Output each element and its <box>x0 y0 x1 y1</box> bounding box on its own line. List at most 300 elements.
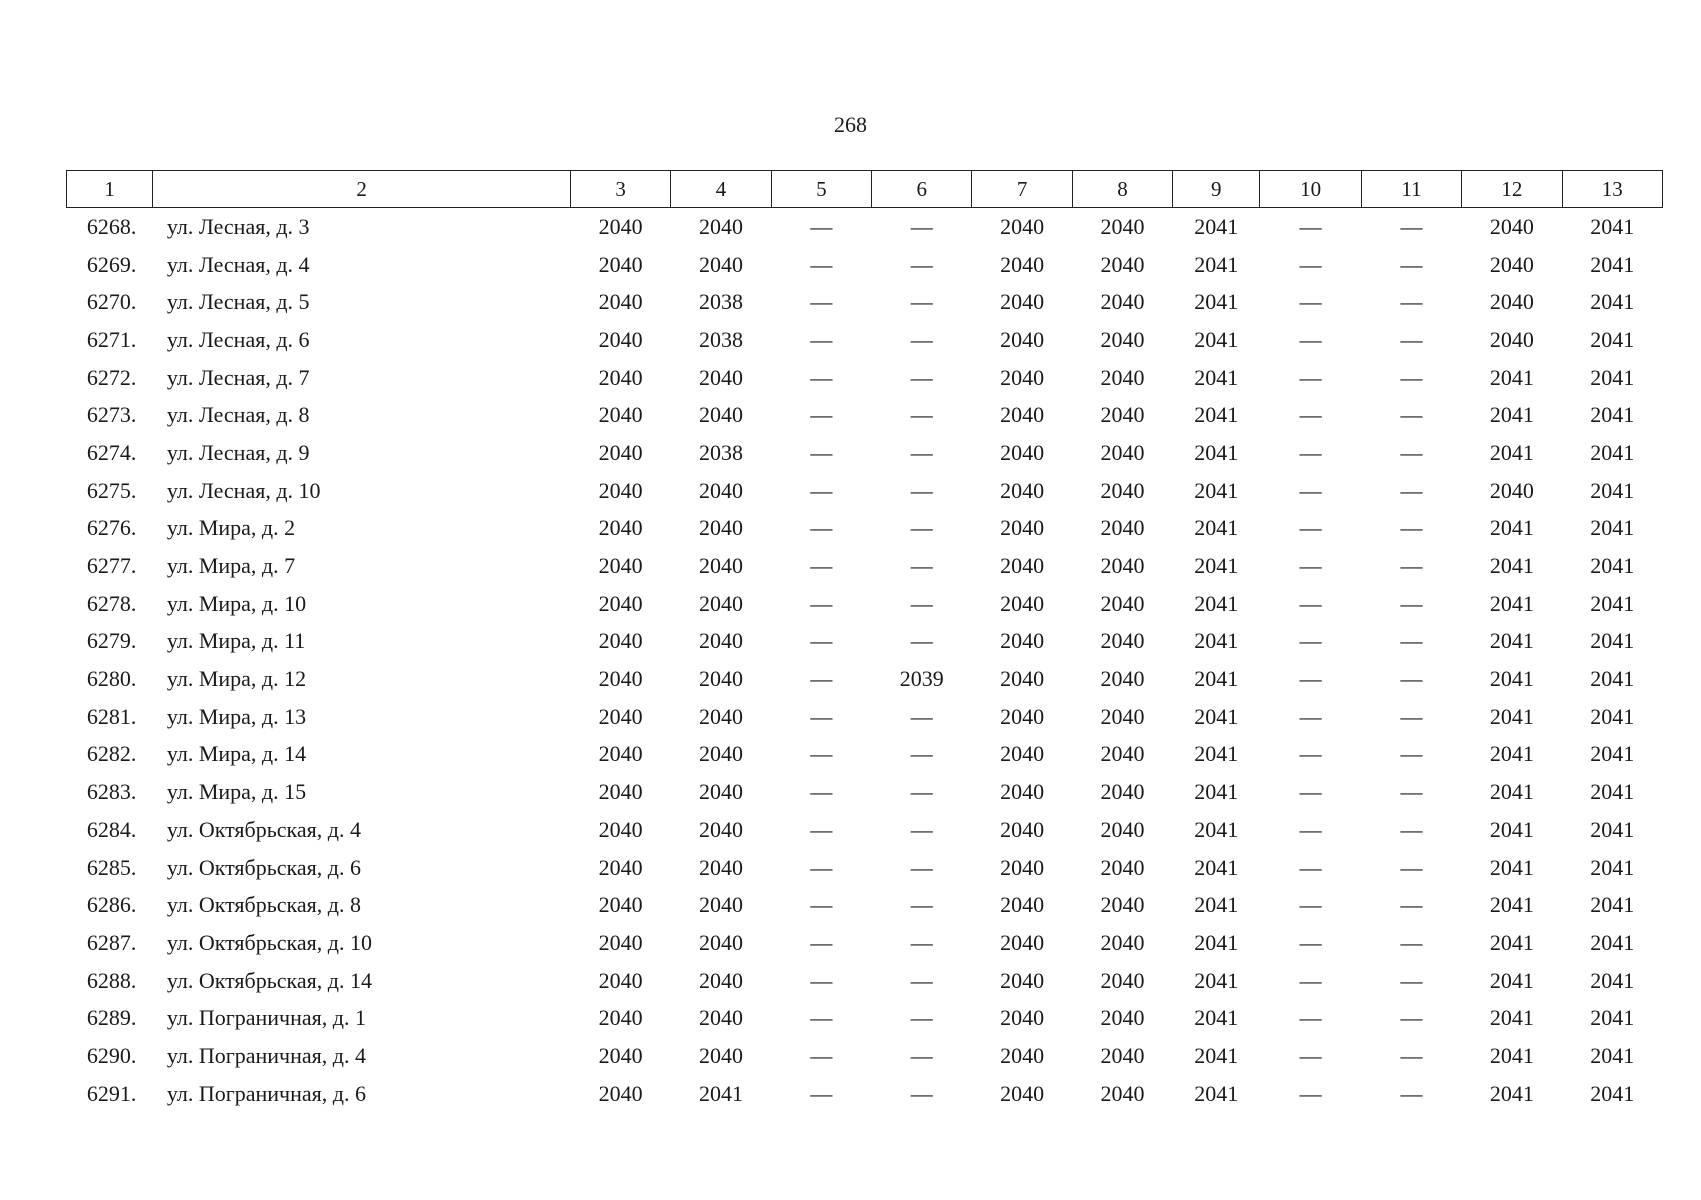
year-cell-col-5: — <box>810 515 833 541</box>
year-cell-col-3: 2040 <box>598 364 643 390</box>
year-cell-col-7: 2040 <box>1000 967 1045 993</box>
year-cell-col-10: — <box>1299 515 1322 541</box>
year-cell-col-3: 2040 <box>598 553 643 579</box>
row-number-cell: 6289. <box>86 1005 137 1031</box>
table-row <box>67 924 1663 962</box>
year-cell-col-5: — <box>810 439 833 465</box>
header-col-2: 2 <box>153 171 571 208</box>
address-cell: ул. Пограничная, д. 6 <box>166 1080 366 1106</box>
year-cell-col-8: 2040 <box>1100 741 1145 767</box>
year-cell-col-11: — <box>1400 477 1423 503</box>
year-cell-col-12: 2041 <box>1489 439 1534 465</box>
year-cell-col-9: 2041 <box>1194 854 1239 880</box>
year-cell-col-12: 2041 <box>1489 1005 1534 1031</box>
year-cell-col-7: 2040 <box>1000 402 1045 428</box>
address-cell: ул. Пограничная, д. 4 <box>166 1042 366 1068</box>
year-cell-col-6: — <box>910 590 933 616</box>
year-cell-col-9: 2041 <box>1194 703 1239 729</box>
year-cell-col-13: 2041 <box>1590 213 1635 239</box>
data-table <box>66 170 1663 1113</box>
year-cell-col-10: — <box>1299 854 1322 880</box>
year-cell-col-3: 2040 <box>598 628 643 654</box>
year-cell-col-6: — <box>910 854 933 880</box>
year-cell-col-8: 2040 <box>1100 251 1145 277</box>
year-cell-col-6: — <box>910 967 933 993</box>
year-cell-col-13: 2041 <box>1590 1005 1635 1031</box>
header-col-7: 7 <box>972 171 1072 208</box>
year-cell-col-5: — <box>810 326 833 352</box>
table-row <box>67 321 1663 359</box>
year-cell-col-3: 2040 <box>598 892 643 918</box>
year-cell-col-10: — <box>1299 1005 1322 1031</box>
table-row <box>67 811 1663 849</box>
year-cell-col-10: — <box>1299 816 1322 842</box>
table-row <box>67 623 1663 661</box>
header-col-10: 10 <box>1260 171 1361 208</box>
year-cell-col-5: — <box>810 741 833 767</box>
header-col-11: 11 <box>1361 171 1461 208</box>
row-number-cell: 6268. <box>86 213 137 239</box>
year-cell-col-11: — <box>1400 892 1423 918</box>
year-cell-col-12: 2041 <box>1489 1080 1534 1106</box>
year-cell-col-7: 2040 <box>1000 892 1045 918</box>
row-number-cell: 6288. <box>86 967 137 993</box>
year-cell-col-5: — <box>810 289 833 315</box>
address-cell: ул. Октябрьская, д. 6 <box>166 854 361 880</box>
year-cell-col-8: 2040 <box>1100 666 1145 692</box>
row-number-cell: 6272. <box>86 364 137 390</box>
year-cell-col-3: 2040 <box>598 402 643 428</box>
year-cell-col-10: — <box>1299 779 1322 805</box>
year-cell-col-12: 2041 <box>1489 515 1534 541</box>
year-cell-col-6: — <box>910 289 933 315</box>
year-cell-col-8: 2040 <box>1100 703 1145 729</box>
year-cell-col-4: 2040 <box>698 477 743 503</box>
header-col-13: 13 <box>1562 171 1662 208</box>
year-cell-col-6: — <box>910 779 933 805</box>
year-cell-col-4: 2040 <box>698 929 743 955</box>
year-cell-col-3: 2040 <box>598 439 643 465</box>
year-cell-col-5: — <box>810 251 833 277</box>
year-cell-col-13: 2041 <box>1590 703 1635 729</box>
year-cell-col-3: 2040 <box>598 816 643 842</box>
year-cell-col-4: 2040 <box>698 703 743 729</box>
year-cell-col-9: 2041 <box>1194 1042 1239 1068</box>
year-cell-col-7: 2040 <box>1000 816 1045 842</box>
year-cell-col-4: 2040 <box>698 816 743 842</box>
year-cell-col-13: 2041 <box>1590 666 1635 692</box>
year-cell-col-11: — <box>1400 439 1423 465</box>
year-cell-col-7: 2040 <box>1000 553 1045 579</box>
year-cell-col-8: 2040 <box>1100 213 1145 239</box>
year-cell-col-8: 2040 <box>1100 515 1145 541</box>
year-cell-col-7: 2040 <box>1000 289 1045 315</box>
table-header <box>67 171 1663 208</box>
year-cell-col-6: — <box>910 1042 933 1068</box>
year-cell-col-12: 2041 <box>1489 1042 1534 1068</box>
year-cell-col-8: 2040 <box>1100 816 1145 842</box>
year-cell-col-9: 2041 <box>1194 628 1239 654</box>
table-row <box>67 1075 1663 1113</box>
row-number-cell: 6282. <box>86 741 137 767</box>
row-number-cell: 6281. <box>86 703 137 729</box>
address-cell: ул. Лесная, д. 6 <box>166 326 310 352</box>
year-cell-col-6: 2039 <box>899 666 944 692</box>
table-row <box>67 698 1663 736</box>
year-cell-col-13: 2041 <box>1590 251 1635 277</box>
year-cell-col-3: 2040 <box>598 251 643 277</box>
year-cell-col-9: 2041 <box>1194 1005 1239 1031</box>
year-cell-col-13: 2041 <box>1590 929 1635 955</box>
year-cell-col-4: 2040 <box>698 364 743 390</box>
year-cell-col-6: — <box>910 816 933 842</box>
year-cell-col-10: — <box>1299 892 1322 918</box>
address-cell: ул. Мира, д. 13 <box>166 703 307 729</box>
year-cell-col-11: — <box>1400 779 1423 805</box>
year-cell-col-6: — <box>910 251 933 277</box>
header-col-3: 3 <box>570 171 670 208</box>
row-number-cell: 6270. <box>86 289 137 315</box>
year-cell-col-9: 2041 <box>1194 326 1239 352</box>
year-cell-col-5: — <box>810 1005 833 1031</box>
year-cell-col-7: 2040 <box>1000 741 1045 767</box>
year-cell-col-9: 2041 <box>1194 289 1239 315</box>
year-cell-col-12: 2041 <box>1489 364 1534 390</box>
table-row <box>67 510 1663 548</box>
year-cell-col-8: 2040 <box>1100 854 1145 880</box>
year-cell-col-6: — <box>910 628 933 654</box>
year-cell-col-13: 2041 <box>1590 590 1635 616</box>
year-cell-col-5: — <box>810 477 833 503</box>
year-cell-col-8: 2040 <box>1100 892 1145 918</box>
year-cell-col-4: 2040 <box>698 628 743 654</box>
year-cell-col-3: 2040 <box>598 779 643 805</box>
page-number: 268 <box>834 112 867 137</box>
row-number-cell: 6284. <box>86 816 137 842</box>
year-cell-col-3: 2040 <box>598 1080 643 1106</box>
year-cell-col-12: 2040 <box>1489 289 1534 315</box>
year-cell-col-13: 2041 <box>1590 779 1635 805</box>
year-cell-col-5: — <box>810 854 833 880</box>
year-cell-col-7: 2040 <box>1000 251 1045 277</box>
row-number-cell: 6278. <box>86 590 137 616</box>
year-cell-col-4: 2040 <box>698 779 743 805</box>
year-cell-col-8: 2040 <box>1100 929 1145 955</box>
year-cell-col-6: — <box>910 892 933 918</box>
year-cell-col-3: 2040 <box>598 741 643 767</box>
address-cell: ул. Мира, д. 7 <box>166 553 296 579</box>
year-cell-col-3: 2040 <box>598 590 643 616</box>
year-cell-col-11: — <box>1400 666 1423 692</box>
year-cell-col-13: 2041 <box>1590 553 1635 579</box>
year-cell-col-8: 2040 <box>1100 326 1145 352</box>
year-cell-col-12: 2041 <box>1489 628 1534 654</box>
year-cell-col-10: — <box>1299 703 1322 729</box>
year-cell-col-3: 2040 <box>598 326 643 352</box>
year-cell-col-7: 2040 <box>1000 666 1045 692</box>
year-cell-col-4: 2040 <box>698 515 743 541</box>
year-cell-col-3: 2040 <box>598 854 643 880</box>
address-cell: ул. Октябрьская, д. 14 <box>166 967 372 993</box>
year-cell-col-7: 2040 <box>1000 779 1045 805</box>
year-cell-col-6: — <box>910 741 933 767</box>
year-cell-col-12: 2040 <box>1489 251 1534 277</box>
year-cell-col-3: 2040 <box>598 289 643 315</box>
address-cell: ул. Лесная, д. 9 <box>166 439 310 465</box>
table-row <box>67 660 1663 698</box>
year-cell-col-5: — <box>810 590 833 616</box>
year-cell-col-3: 2040 <box>598 477 643 503</box>
year-cell-col-13: 2041 <box>1590 477 1635 503</box>
year-cell-col-10: — <box>1299 666 1322 692</box>
address-cell: ул. Мира, д. 11 <box>166 628 306 654</box>
year-cell-col-4: 2040 <box>698 892 743 918</box>
year-cell-col-11: — <box>1400 703 1423 729</box>
row-number-cell: 6286. <box>86 892 137 918</box>
year-cell-col-4: 2040 <box>698 213 743 239</box>
year-cell-col-5: — <box>810 213 833 239</box>
year-cell-col-4: 2040 <box>698 590 743 616</box>
year-cell-col-10: — <box>1299 628 1322 654</box>
year-cell-col-11: — <box>1400 364 1423 390</box>
year-cell-col-3: 2040 <box>598 213 643 239</box>
table-row <box>67 283 1663 321</box>
row-number-cell: 6287. <box>86 929 137 955</box>
year-cell-col-8: 2040 <box>1100 1042 1145 1068</box>
header-row <box>67 171 1663 208</box>
year-cell-col-8: 2040 <box>1100 477 1145 503</box>
year-cell-col-7: 2040 <box>1000 1042 1045 1068</box>
address-cell: ул. Лесная, д. 3 <box>166 213 310 239</box>
address-cell: ул. Лесная, д. 4 <box>166 251 310 277</box>
year-cell-col-3: 2040 <box>598 666 643 692</box>
year-cell-col-13: 2041 <box>1590 1080 1635 1106</box>
year-cell-col-9: 2041 <box>1194 590 1239 616</box>
year-cell-col-4: 2040 <box>698 251 743 277</box>
header-col-6: 6 <box>872 171 972 208</box>
year-cell-col-7: 2040 <box>1000 929 1045 955</box>
year-cell-col-9: 2041 <box>1194 1080 1239 1106</box>
address-cell: ул. Лесная, д. 10 <box>166 477 321 503</box>
header-col-12: 12 <box>1462 171 1562 208</box>
year-cell-col-8: 2040 <box>1100 364 1145 390</box>
year-cell-col-7: 2040 <box>1000 213 1045 239</box>
year-cell-col-9: 2041 <box>1194 779 1239 805</box>
year-cell-col-7: 2040 <box>1000 1005 1045 1031</box>
year-cell-col-11: — <box>1400 854 1423 880</box>
year-cell-col-10: — <box>1299 1080 1322 1106</box>
year-cell-col-6: — <box>910 364 933 390</box>
year-cell-col-10: — <box>1299 364 1322 390</box>
row-number-cell: 6271. <box>86 326 137 352</box>
table-row <box>67 246 1663 284</box>
table-row <box>67 472 1663 510</box>
address-cell: ул. Мира, д. 10 <box>166 590 307 616</box>
year-cell-col-3: 2040 <box>598 929 643 955</box>
year-cell-col-5: — <box>810 892 833 918</box>
address-cell: ул. Лесная, д. 8 <box>166 402 310 428</box>
year-cell-col-5: — <box>810 929 833 955</box>
row-number-cell: 6290. <box>86 1042 137 1068</box>
year-cell-col-4: 2040 <box>698 402 743 428</box>
year-cell-col-12: 2041 <box>1489 402 1534 428</box>
year-cell-col-4: 2038 <box>698 439 743 465</box>
year-cell-col-11: — <box>1400 628 1423 654</box>
year-cell-col-6: — <box>910 326 933 352</box>
row-number-cell: 6273. <box>86 402 137 428</box>
year-cell-col-7: 2040 <box>1000 590 1045 616</box>
year-cell-col-5: — <box>810 816 833 842</box>
year-cell-col-10: — <box>1299 251 1322 277</box>
year-cell-col-12: 2040 <box>1489 213 1534 239</box>
table-row <box>67 773 1663 811</box>
header-col-5: 5 <box>771 171 871 208</box>
year-cell-col-5: — <box>810 703 833 729</box>
year-cell-col-9: 2041 <box>1194 515 1239 541</box>
year-cell-col-12: 2041 <box>1489 553 1534 579</box>
year-cell-col-10: — <box>1299 439 1322 465</box>
row-number-cell: 6269. <box>86 251 137 277</box>
year-cell-col-9: 2041 <box>1194 251 1239 277</box>
year-cell-col-8: 2040 <box>1100 553 1145 579</box>
row-number-cell: 6279. <box>86 628 137 654</box>
row-number-cell: 6275. <box>86 477 137 503</box>
year-cell-col-10: — <box>1299 929 1322 955</box>
year-cell-col-3: 2040 <box>598 703 643 729</box>
year-cell-col-9: 2041 <box>1194 402 1239 428</box>
address-cell: ул. Мира, д. 12 <box>166 666 307 692</box>
year-cell-col-13: 2041 <box>1590 402 1635 428</box>
year-cell-col-8: 2040 <box>1100 402 1145 428</box>
year-cell-col-8: 2040 <box>1100 967 1145 993</box>
year-cell-col-6: — <box>910 477 933 503</box>
address-cell: ул. Мира, д. 2 <box>166 515 296 541</box>
table-row <box>67 999 1663 1037</box>
year-cell-col-11: — <box>1400 1080 1423 1106</box>
year-cell-col-11: — <box>1400 251 1423 277</box>
address-cell: ул. Октябрьская, д. 4 <box>166 816 361 842</box>
year-cell-col-9: 2041 <box>1194 967 1239 993</box>
year-cell-col-8: 2040 <box>1100 779 1145 805</box>
year-cell-col-5: — <box>810 1080 833 1106</box>
year-cell-col-9: 2041 <box>1194 666 1239 692</box>
year-cell-col-9: 2041 <box>1194 816 1239 842</box>
header-col-4: 4 <box>671 171 771 208</box>
year-cell-col-9: 2041 <box>1194 929 1239 955</box>
year-cell-col-13: 2041 <box>1590 892 1635 918</box>
year-cell-col-10: — <box>1299 402 1322 428</box>
table-row <box>67 1037 1663 1075</box>
year-cell-col-6: — <box>910 703 933 729</box>
year-cell-col-6: — <box>910 402 933 428</box>
year-cell-col-13: 2041 <box>1590 628 1635 654</box>
year-cell-col-12: 2041 <box>1489 703 1534 729</box>
table-row <box>67 359 1663 397</box>
year-cell-col-10: — <box>1299 590 1322 616</box>
year-cell-col-6: — <box>910 1080 933 1106</box>
year-cell-col-11: — <box>1400 929 1423 955</box>
year-cell-col-11: — <box>1400 213 1423 239</box>
year-cell-col-4: 2040 <box>698 967 743 993</box>
table-row <box>67 396 1663 434</box>
year-cell-col-13: 2041 <box>1590 515 1635 541</box>
year-cell-col-13: 2041 <box>1590 326 1635 352</box>
year-cell-col-5: — <box>810 402 833 428</box>
year-cell-col-13: 2041 <box>1590 741 1635 767</box>
year-cell-col-12: 2041 <box>1489 929 1534 955</box>
year-cell-col-4: 2040 <box>698 666 743 692</box>
year-cell-col-12: 2041 <box>1489 590 1534 616</box>
year-cell-col-7: 2040 <box>1000 439 1045 465</box>
row-number-cell: 6280. <box>86 666 137 692</box>
year-cell-col-10: — <box>1299 741 1322 767</box>
year-cell-col-4: 2040 <box>698 854 743 880</box>
year-cell-col-7: 2040 <box>1000 326 1045 352</box>
table-row <box>67 208 1663 246</box>
year-cell-col-8: 2040 <box>1100 590 1145 616</box>
year-cell-col-11: — <box>1400 741 1423 767</box>
year-cell-col-10: — <box>1299 553 1322 579</box>
address-cell: ул. Октябрьская, д. 8 <box>166 892 361 918</box>
year-cell-col-5: — <box>810 553 833 579</box>
year-cell-col-9: 2041 <box>1194 741 1239 767</box>
year-cell-col-9: 2041 <box>1194 364 1239 390</box>
year-cell-col-3: 2040 <box>598 967 643 993</box>
header-col-8: 8 <box>1072 171 1172 208</box>
year-cell-col-11: — <box>1400 402 1423 428</box>
year-cell-col-4: 2040 <box>698 741 743 767</box>
year-cell-col-8: 2040 <box>1100 289 1145 315</box>
year-cell-col-12: 2041 <box>1489 816 1534 842</box>
header-col-1: 1 <box>67 171 153 208</box>
year-cell-col-5: — <box>810 1042 833 1068</box>
address-cell: ул. Лесная, д. 7 <box>166 364 310 390</box>
table-body <box>67 208 1663 1113</box>
year-cell-col-11: — <box>1400 590 1423 616</box>
year-cell-col-5: — <box>810 666 833 692</box>
year-cell-col-13: 2041 <box>1590 439 1635 465</box>
year-cell-col-10: — <box>1299 213 1322 239</box>
row-number-cell: 6276. <box>86 515 137 541</box>
year-cell-col-4: 2038 <box>698 289 743 315</box>
year-cell-col-13: 2041 <box>1590 1042 1635 1068</box>
address-cell: ул. Мира, д. 14 <box>166 741 307 767</box>
row-number-cell: 6274. <box>86 439 137 465</box>
year-cell-col-9: 2041 <box>1194 213 1239 239</box>
table-row <box>67 886 1663 924</box>
year-cell-col-11: — <box>1400 967 1423 993</box>
year-cell-col-6: — <box>910 929 933 955</box>
year-cell-col-11: — <box>1400 289 1423 315</box>
year-cell-col-4: 2040 <box>698 553 743 579</box>
year-cell-col-8: 2040 <box>1100 628 1145 654</box>
year-cell-col-13: 2041 <box>1590 364 1635 390</box>
year-cell-col-12: 2041 <box>1489 967 1534 993</box>
year-cell-col-4: 2041 <box>698 1080 743 1106</box>
year-cell-col-11: — <box>1400 553 1423 579</box>
year-cell-col-12: 2040 <box>1489 326 1534 352</box>
year-cell-col-6: — <box>910 1005 933 1031</box>
address-cell: ул. Мира, д. 15 <box>166 779 307 805</box>
year-cell-col-5: — <box>810 628 833 654</box>
year-cell-col-3: 2040 <box>598 1042 643 1068</box>
year-cell-col-7: 2040 <box>1000 628 1045 654</box>
year-cell-col-12: 2041 <box>1489 779 1534 805</box>
header-col-9: 9 <box>1173 171 1260 208</box>
year-cell-col-10: — <box>1299 289 1322 315</box>
year-cell-col-13: 2041 <box>1590 967 1635 993</box>
row-number-cell: 6285. <box>86 854 137 880</box>
